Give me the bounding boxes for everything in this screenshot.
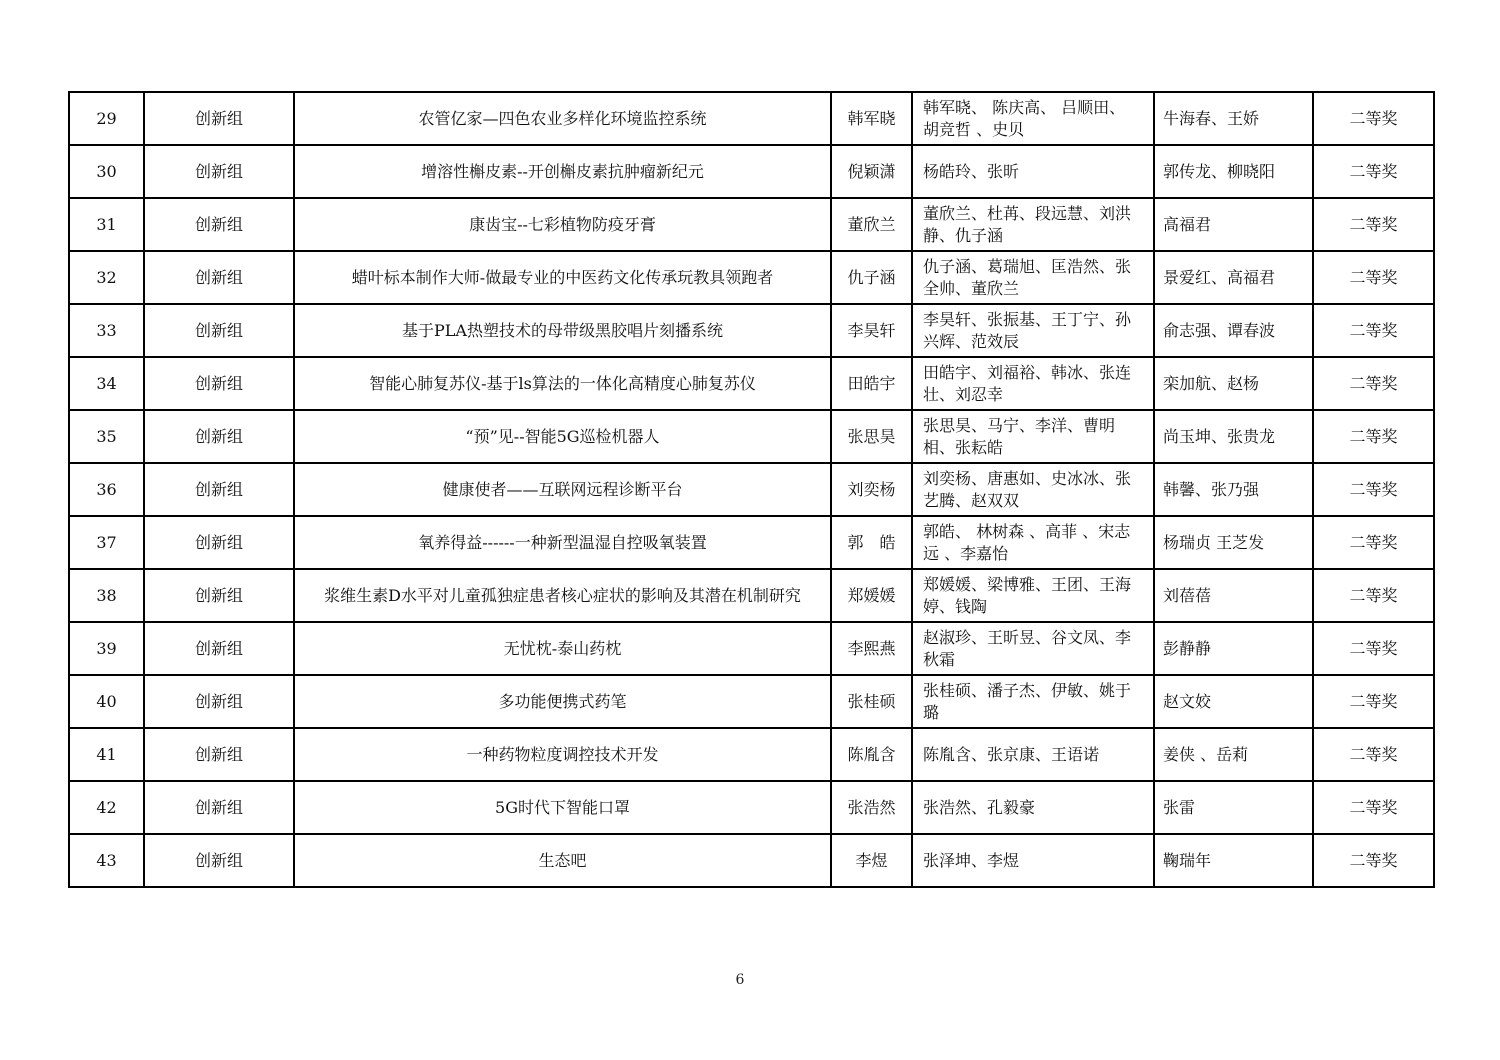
- cell-project-title: 智能心肺复苏仪-基于ls算法的一体化高精度心肺复苏仪: [294, 357, 831, 410]
- cell-number: 32: [69, 251, 144, 304]
- cell-group: 创新组: [144, 463, 294, 516]
- cell-members: 郑媛媛、梁博雅、王团、王海婷、钱陶: [912, 569, 1154, 622]
- cell-award: 二等奖: [1313, 304, 1434, 357]
- cell-number: 36: [69, 463, 144, 516]
- cell-group: 创新组: [144, 357, 294, 410]
- cell-advisors: 刘蓓蓓: [1154, 569, 1313, 622]
- cell-advisors: 姜侠 、岳莉: [1154, 728, 1313, 781]
- award-results-table: [68, 91, 1435, 888]
- cell-number: 43: [69, 834, 144, 887]
- cell-award: 二等奖: [1313, 251, 1434, 304]
- cell-project-title: 康齿宝--七彩植物防疫牙膏: [294, 198, 831, 251]
- cell-members: 董欣兰、杜苒、段远慧、刘洪静、仇子涵: [912, 198, 1154, 251]
- table-row: [69, 251, 1434, 304]
- cell-leader: 张桂硕: [831, 675, 912, 728]
- cell-project-title: 多功能便携式药笔: [294, 675, 831, 728]
- cell-leader: 李熙燕: [831, 622, 912, 675]
- cell-advisors: 杨瑞贞 王芝发: [1154, 516, 1313, 569]
- cell-award: 二等奖: [1313, 622, 1434, 675]
- cell-award: 二等奖: [1313, 92, 1434, 145]
- cell-members: 李昊轩、张振基、王丁宁、孙兴辉、范效辰: [912, 304, 1154, 357]
- cell-leader: 董欣兰: [831, 198, 912, 251]
- cell-number: 33: [69, 304, 144, 357]
- cell-group: 创新组: [144, 622, 294, 675]
- cell-advisors: 郭传龙、柳晓阳: [1154, 145, 1313, 198]
- cell-award: 二等奖: [1313, 834, 1434, 887]
- table-row: [69, 304, 1434, 357]
- table-row: [69, 569, 1434, 622]
- cell-leader: 郭 皓: [831, 516, 912, 569]
- cell-advisors: 张雷: [1154, 781, 1313, 834]
- table-row: [69, 463, 1434, 516]
- table-row: [69, 516, 1434, 569]
- cell-group: 创新组: [144, 675, 294, 728]
- cell-members: 赵淑珍、王昕昱、谷文凤、李秋霜: [912, 622, 1154, 675]
- cell-advisors: 鞠瑞年: [1154, 834, 1313, 887]
- cell-leader: 陈胤含: [831, 728, 912, 781]
- table-row: [69, 357, 1434, 410]
- cell-number: 35: [69, 410, 144, 463]
- cell-leader: 刘奕杨: [831, 463, 912, 516]
- cell-advisors: 栾加航、赵杨: [1154, 357, 1313, 410]
- table-row: [69, 198, 1434, 251]
- table-row: [69, 675, 1434, 728]
- cell-group: 创新组: [144, 304, 294, 357]
- cell-advisors: 赵文姣: [1154, 675, 1313, 728]
- cell-leader: 张思昊: [831, 410, 912, 463]
- cell-members: 郭皓、 林树森 、高菲 、宋志远 、李嘉怡: [912, 516, 1154, 569]
- cell-members: 张桂硕、潘子杰、伊敏、姚于璐: [912, 675, 1154, 728]
- cell-group: 创新组: [144, 251, 294, 304]
- cell-number: 39: [69, 622, 144, 675]
- cell-award: 二等奖: [1313, 781, 1434, 834]
- cell-members: 刘奕杨、唐惠如、史冰冰、张艺腾、赵双双: [912, 463, 1154, 516]
- cell-group: 创新组: [144, 781, 294, 834]
- cell-award: 二等奖: [1313, 516, 1434, 569]
- cell-advisors: 俞志强、谭春波: [1154, 304, 1313, 357]
- cell-award: 二等奖: [1313, 145, 1434, 198]
- cell-project-title: 健康使者——互联网远程诊断平台: [294, 463, 831, 516]
- cell-advisors: 韩馨、张乃强: [1154, 463, 1313, 516]
- cell-number: 30: [69, 145, 144, 198]
- cell-group: 创新组: [144, 92, 294, 145]
- cell-group: 创新组: [144, 569, 294, 622]
- cell-award: 二等奖: [1313, 357, 1434, 410]
- cell-advisors: 尚玉坤、张贵龙: [1154, 410, 1313, 463]
- cell-project-title: 5G时代下智能口罩: [294, 781, 831, 834]
- cell-number: 38: [69, 569, 144, 622]
- cell-group: 创新组: [144, 728, 294, 781]
- cell-project-title: 浆维生素D水平对儿童孤独症患者核心症状的影响及其潜在机制研究: [294, 569, 831, 622]
- cell-members: 张泽坤、李煜: [912, 834, 1154, 887]
- cell-award: 二等奖: [1313, 463, 1434, 516]
- cell-advisors: 景爱红、高福君: [1154, 251, 1313, 304]
- cell-advisors: 高福君: [1154, 198, 1313, 251]
- cell-group: 创新组: [144, 834, 294, 887]
- cell-members: 张思昊、马宁、李洋、曹明相、张耘皓: [912, 410, 1154, 463]
- table-row: [69, 834, 1434, 887]
- cell-number: 34: [69, 357, 144, 410]
- table-row: [69, 728, 1434, 781]
- cell-members: 张浩然、孔毅豪: [912, 781, 1154, 834]
- cell-leader: 张浩然: [831, 781, 912, 834]
- cell-advisors: 彭静静: [1154, 622, 1313, 675]
- cell-project-title: 生态吧: [294, 834, 831, 887]
- cell-award: 二等奖: [1313, 198, 1434, 251]
- cell-group: 创新组: [144, 410, 294, 463]
- cell-leader: 田皓宇: [831, 357, 912, 410]
- cell-award: 二等奖: [1313, 569, 1434, 622]
- cell-members: 韩军晓、 陈庆高、 吕顺田、 胡竞哲 、史贝: [912, 92, 1154, 145]
- cell-number: 40: [69, 675, 144, 728]
- cell-members: 仇子涵、葛瑞旭、匡浩然、张全帅、董欣兰: [912, 251, 1154, 304]
- table-row: [69, 622, 1434, 675]
- cell-project-title: 无忧枕-泰山药枕: [294, 622, 831, 675]
- cell-number: 29: [69, 92, 144, 145]
- cell-award: 二等奖: [1313, 675, 1434, 728]
- cell-group: 创新组: [144, 516, 294, 569]
- cell-leader: 郑媛媛: [831, 569, 912, 622]
- cell-leader: 仇子涵: [831, 251, 912, 304]
- page-number: 6: [735, 972, 745, 988]
- table-row: [69, 92, 1434, 145]
- cell-number: 41: [69, 728, 144, 781]
- table-row: [69, 781, 1434, 834]
- cell-leader: 倪颖潇: [831, 145, 912, 198]
- cell-number: 31: [69, 198, 144, 251]
- cell-project-title: 一种药物粒度调控技术开发: [294, 728, 831, 781]
- cell-project-title: 氧养得益------一种新型温湿自控吸氧装置: [294, 516, 831, 569]
- cell-project-title: 蜡叶标本制作大师-做最专业的中医药文化传承玩教具领跑者: [294, 251, 831, 304]
- cell-group: 创新组: [144, 198, 294, 251]
- cell-project-title: 增溶性槲皮素--开创槲皮素抗肿瘤新纪元: [294, 145, 831, 198]
- cell-project-title: “预”见--智能5G巡检机器人: [294, 410, 831, 463]
- cell-group: 创新组: [144, 145, 294, 198]
- table-row: [69, 410, 1434, 463]
- cell-project-title: 基于PLA热塑技术的母带级黑胶唱片刻播系统: [294, 304, 831, 357]
- cell-members: 陈胤含、张京康、王语诺: [912, 728, 1154, 781]
- cell-number: 42: [69, 781, 144, 834]
- table-row: [69, 145, 1434, 198]
- cell-members: 杨皓玲、张昕: [912, 145, 1154, 198]
- cell-number: 37: [69, 516, 144, 569]
- cell-leader: 韩军晓: [831, 92, 912, 145]
- cell-leader: 李昊轩: [831, 304, 912, 357]
- cell-award: 二等奖: [1313, 410, 1434, 463]
- cell-advisors: 牛海春、王娇: [1154, 92, 1313, 145]
- cell-project-title: 农管亿家—四色农业多样化环境监控系统: [294, 92, 831, 145]
- cell-members: 田皓宇、刘福裕、韩冰、张连壮、刘忍幸: [912, 357, 1154, 410]
- cell-award: 二等奖: [1313, 728, 1434, 781]
- table-body: [69, 92, 1434, 887]
- cell-leader: 李煜: [831, 834, 912, 887]
